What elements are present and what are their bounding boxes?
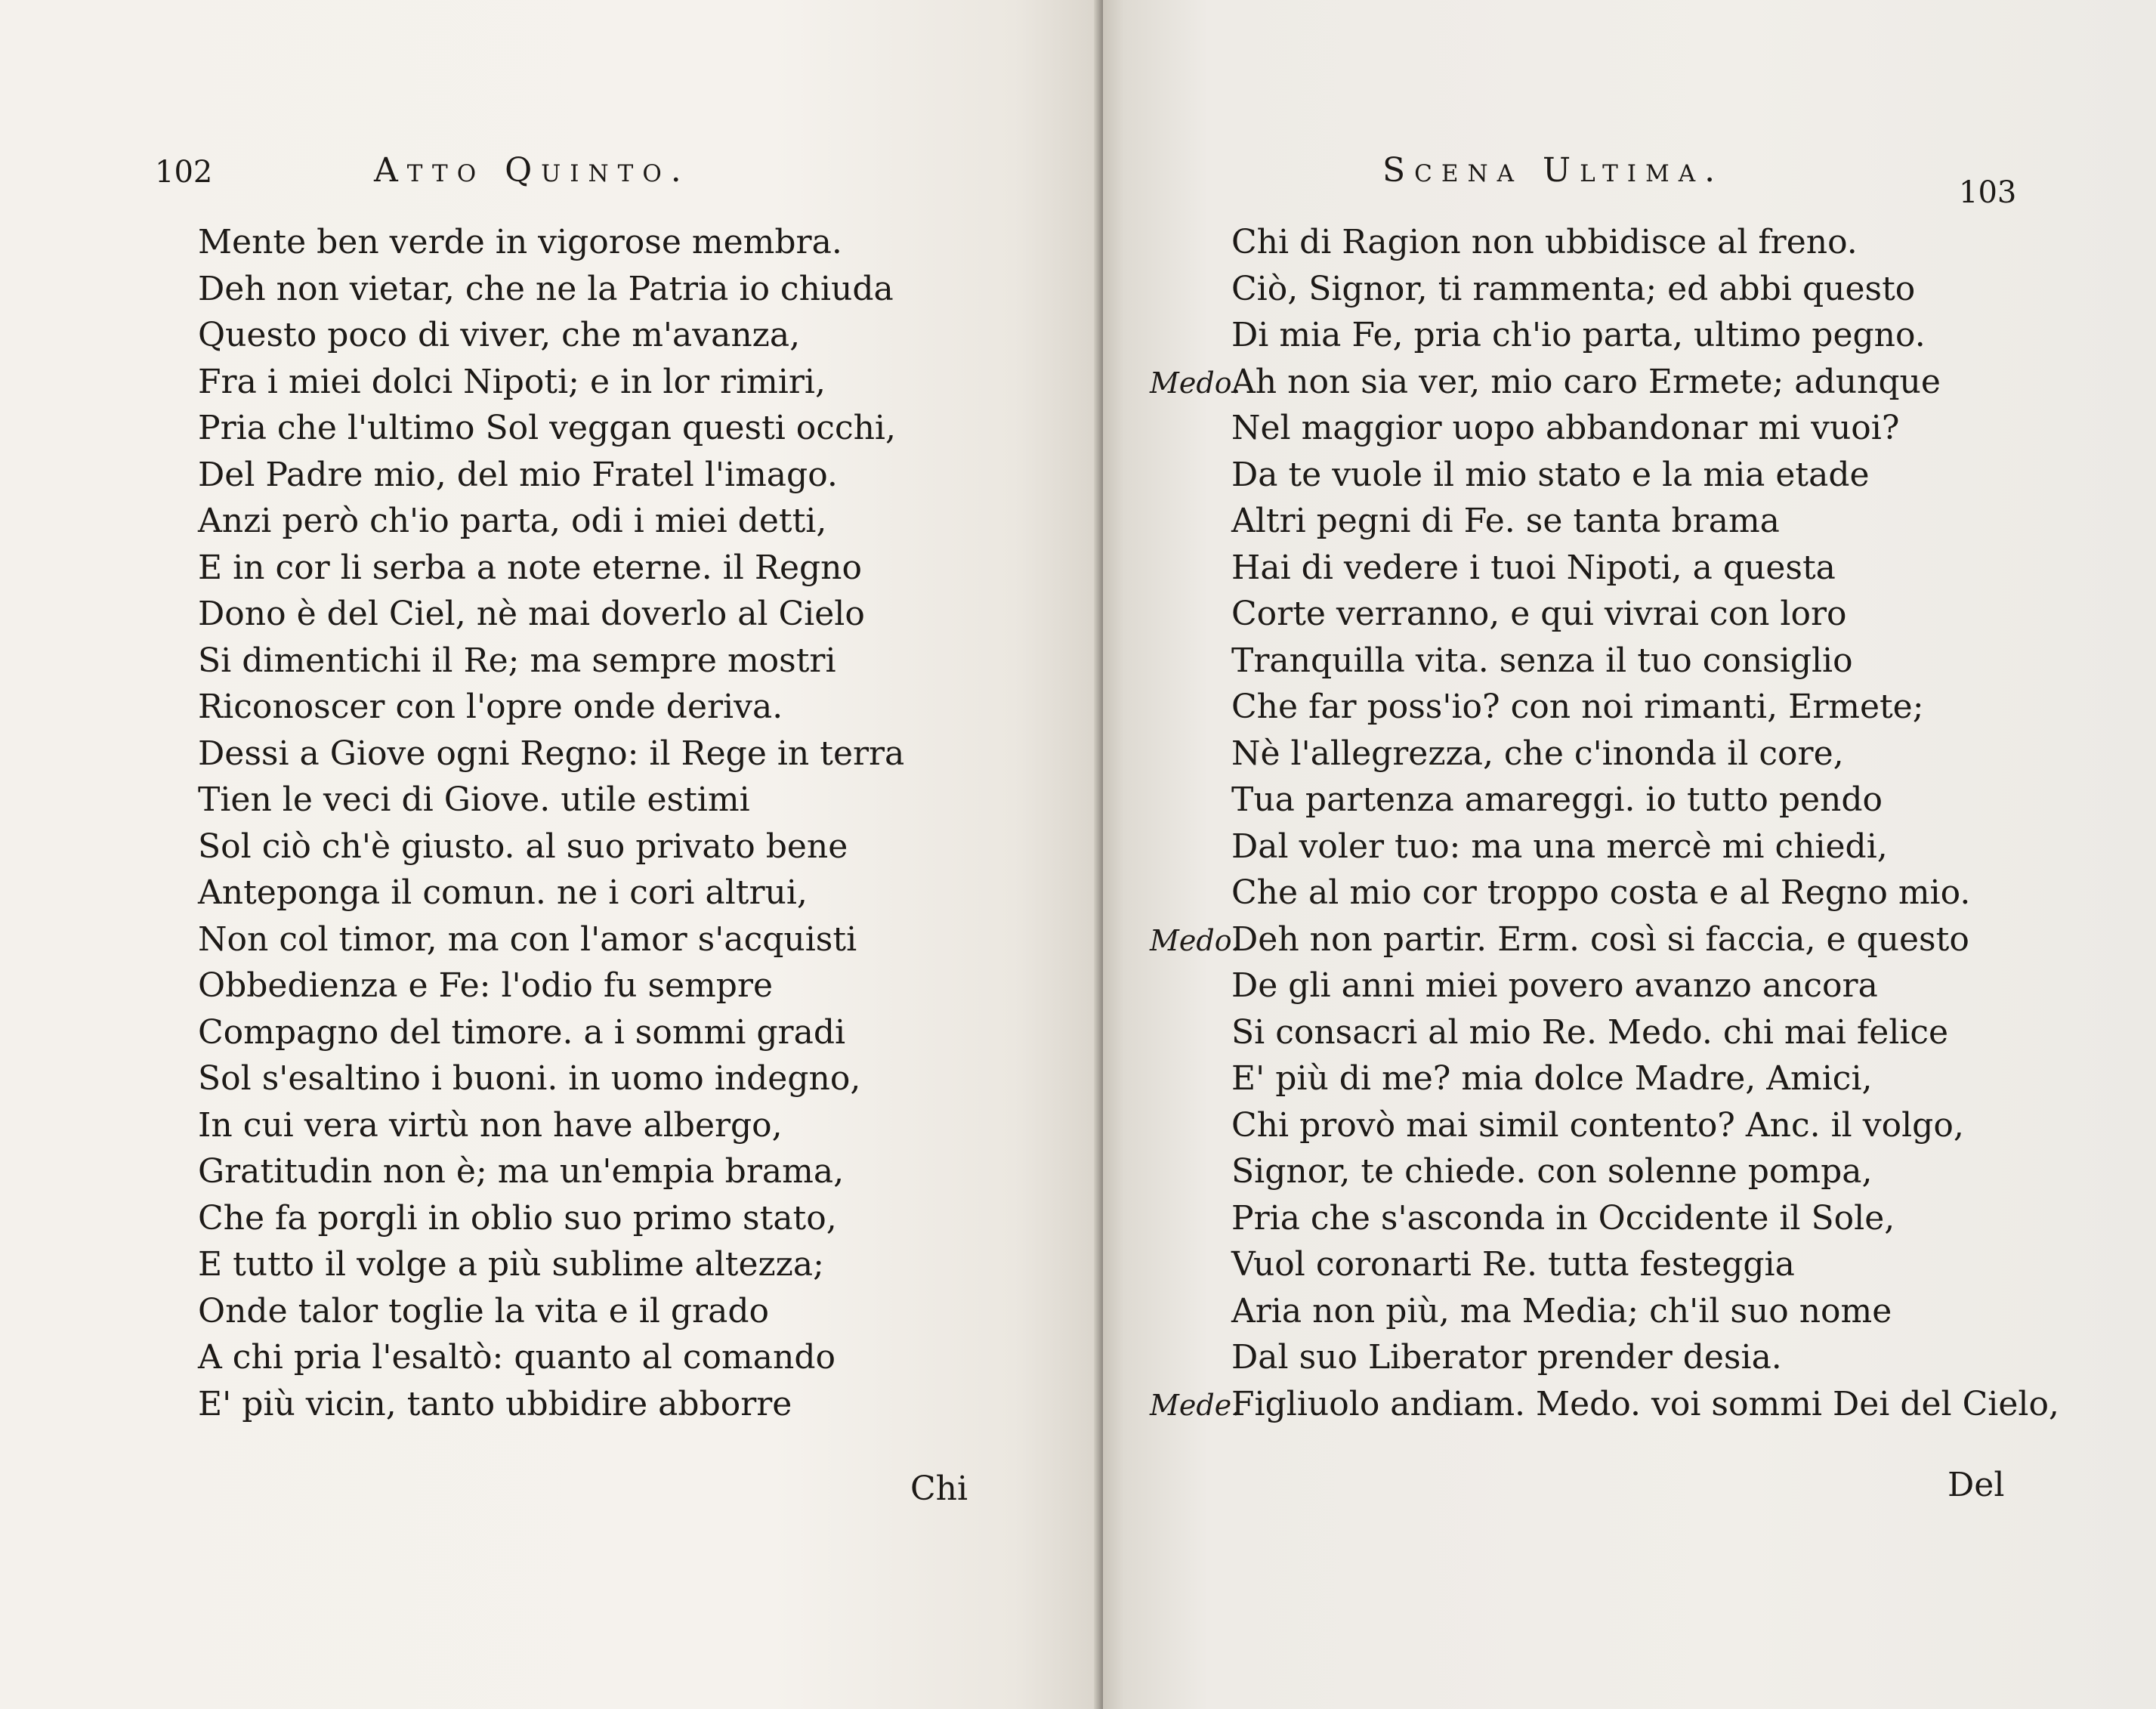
- verse-line: Si dimentichi il Re; ma sempre mostri: [198, 641, 836, 680]
- dialogue-line: [1150, 916, 2059, 963]
- dialogue-line: [1150, 1102, 2059, 1149]
- line-text: Chi provò mai simil contento? Anc. il volgo,: [1231, 1105, 1964, 1145]
- verse-line: Anzi però ch'io parta, odi i miei detti,: [198, 502, 827, 540]
- verse-line: Sol ciò ch'è giusto. al suo privato bene: [198, 827, 848, 866]
- verse-line: Pria che l'ultimo Sol veggan questi occhi,: [198, 409, 896, 447]
- line-text: Ciò, Signor, ti rammenta; ed abbi questo: [1231, 269, 1916, 308]
- left-verse-block: [198, 219, 904, 1427]
- line-text: Dal voler tuo: ma una mercè mi chiedi,: [1231, 827, 1888, 866]
- line-text: Nel maggior uopo abbandonar mi vuoi?: [1231, 409, 1900, 447]
- dialogue-line: [1150, 219, 2059, 266]
- right-verse-block: [1150, 219, 2059, 1427]
- verse-line: E in cor li serba a note eterne. il Regno: [198, 548, 863, 587]
- right-page-number: 103: [1959, 175, 2017, 210]
- dialogue-line: [1150, 591, 2059, 638]
- dialogue-line: [1150, 1195, 2059, 1242]
- verse-line: Onde talor toglie la vita e il grado: [198, 1291, 769, 1330]
- line-text: Corte verranno, e qui vivrai con loro: [1231, 595, 1847, 633]
- dialogue-line: [1150, 824, 2059, 870]
- dialogue-line: [1150, 405, 2059, 452]
- verse-line: In cui vera virtù non have albergo,: [198, 1105, 783, 1145]
- line-text: Chi di Ragion non ubbidisce al freno.: [1231, 223, 1858, 261]
- verse-line: Dono è del Ciel, nè mai doverlo al Cielo: [198, 595, 865, 633]
- dialogue-line: [1150, 452, 2059, 499]
- left-running-head: Atto Quinto.: [374, 151, 690, 190]
- right-catchword: Del: [1948, 1466, 2005, 1504]
- line-text: Di mia Fe, pria ch'io parta, ultimo pegno.: [1231, 316, 1926, 354]
- verse-line: Gratitudin non è; ma un'empia brama,: [198, 1152, 845, 1191]
- speaker-tag: Mede.: [1150, 1388, 1241, 1422]
- verse-line: Dessi a Giove ogni Regno: il Rege in terra: [198, 734, 905, 773]
- dialogue-line: [1150, 545, 2059, 592]
- line-text: Ah non sia ver, mio caro Ermete; adunque: [1231, 362, 1941, 401]
- left-catchword: Chi: [910, 1469, 968, 1508]
- verse-line: Obbedienza e Fe: l'odio fu sempre: [198, 966, 774, 1005]
- dialogue-line: [1150, 963, 2059, 1009]
- line-text: Hai di vedere i tuoi Nipoti, a questa: [1231, 548, 1836, 587]
- speaker-tag: Medo.: [1150, 923, 1241, 957]
- verse-line: A chi pria l'esaltò: quanto al comando: [198, 1338, 836, 1377]
- line-text: Altri pegni di Fe. se tanta brama: [1231, 502, 1780, 540]
- verse-line: Tien le veci di Giove. utile estimi: [198, 780, 750, 819]
- dialogue-line: [1150, 266, 2059, 313]
- line-text: Si consacri al mio Re. Medo. chi mai felice: [1231, 1012, 1949, 1052]
- verse-line: Anteponga il comun. ne i cori altrui,: [198, 873, 808, 912]
- dialogue-line: [1150, 870, 2059, 916]
- verse-line: Riconoscer con l'opre onde deriva.: [198, 688, 783, 726]
- dialogue-line: [1150, 1334, 2059, 1381]
- dialogue-line: [1150, 1288, 2059, 1335]
- verse-line: E' più vicin, tanto ubbidire abborre: [198, 1384, 792, 1423]
- dialogue-line: [1150, 731, 2059, 777]
- verse-line: Fra i miei dolci Nipoti; e in lor rimiri,: [198, 362, 826, 401]
- line-text: Da te vuole il mio stato e la mia etade: [1231, 455, 1870, 494]
- dialogue-line: [1150, 684, 2059, 731]
- right-page: [1103, 0, 2156, 1709]
- verse-line: E tutto il volge a più sublime altezza;: [198, 1245, 824, 1284]
- line-text: Deh non partir. Erm. così si faccia, e questo: [1231, 919, 1969, 959]
- dialogue-line: [1150, 1055, 2059, 1102]
- dialogue-line: [1150, 1148, 2059, 1195]
- verse-line: Che fa porgli in oblio suo primo stato,: [198, 1198, 837, 1238]
- dialogue-line: [1150, 1009, 2059, 1056]
- line-text: Vuol coronarti Re. tutta festeggia: [1231, 1245, 1795, 1284]
- verse-line: Non col timor, ma con l'amor s'acquisti: [198, 919, 857, 959]
- line-text: Che al mio cor troppo costa e al Regno mio.: [1231, 873, 1971, 912]
- line-text: Nè l'allegrezza, che c'inonda il core,: [1231, 734, 1844, 773]
- verse-line: Mente ben verde in vigorose membra.: [198, 223, 842, 261]
- dialogue-line: [1150, 312, 2059, 359]
- line-text: Pria che s'asconda in Occidente il Sole,: [1231, 1198, 1895, 1238]
- line-text: De gli anni miei povero avanzo ancora: [1231, 966, 1878, 1005]
- dialogue-line: [1150, 777, 2059, 824]
- dialogue-line: [1150, 638, 2059, 685]
- right-running-head: Scena Ultima.: [1382, 151, 1725, 190]
- line-text: Signor, te chiede. con solenne pompa,: [1231, 1152, 1873, 1191]
- dialogue-line: [1150, 498, 2059, 545]
- verse-line: Del Padre mio, del mio Fratel l'imago.: [198, 455, 838, 494]
- left-page-number: 102: [155, 155, 213, 190]
- line-text: Che far poss'io? con noi rimanti, Ermete;: [1231, 688, 1924, 726]
- line-text: Tua partenza amareggi. io tutto pendo: [1231, 780, 1883, 819]
- verse-line: Deh non vietar, che ne la Patria io chiuda: [198, 269, 894, 308]
- line-text: Aria non più, ma Media; ch'il suo nome: [1231, 1291, 1892, 1330]
- line-text: Dal suo Liberator prender desia.: [1231, 1338, 1782, 1377]
- line-text: Figliuolo andiam. Medo. voi sommi Dei del Cielo,: [1231, 1384, 2059, 1423]
- dialogue-line: [1150, 1241, 2059, 1288]
- dialogue-line: [1150, 359, 2059, 406]
- verse-line: Sol s'esaltino i buoni. in uomo indegno,: [198, 1059, 861, 1098]
- verse-line: Questo poco di viver, che m'avanza,: [198, 316, 801, 354]
- verse-line: Compagno del timore. a i sommi gradi: [198, 1012, 846, 1052]
- line-text: Tranquilla vita. senza il tuo consiglio: [1231, 641, 1853, 680]
- dialogue-line: [1150, 1381, 2059, 1428]
- line-text: E' più di me? mia dolce Madre, Amici,: [1231, 1059, 1873, 1098]
- speaker-tag: Medo.: [1150, 366, 1241, 400]
